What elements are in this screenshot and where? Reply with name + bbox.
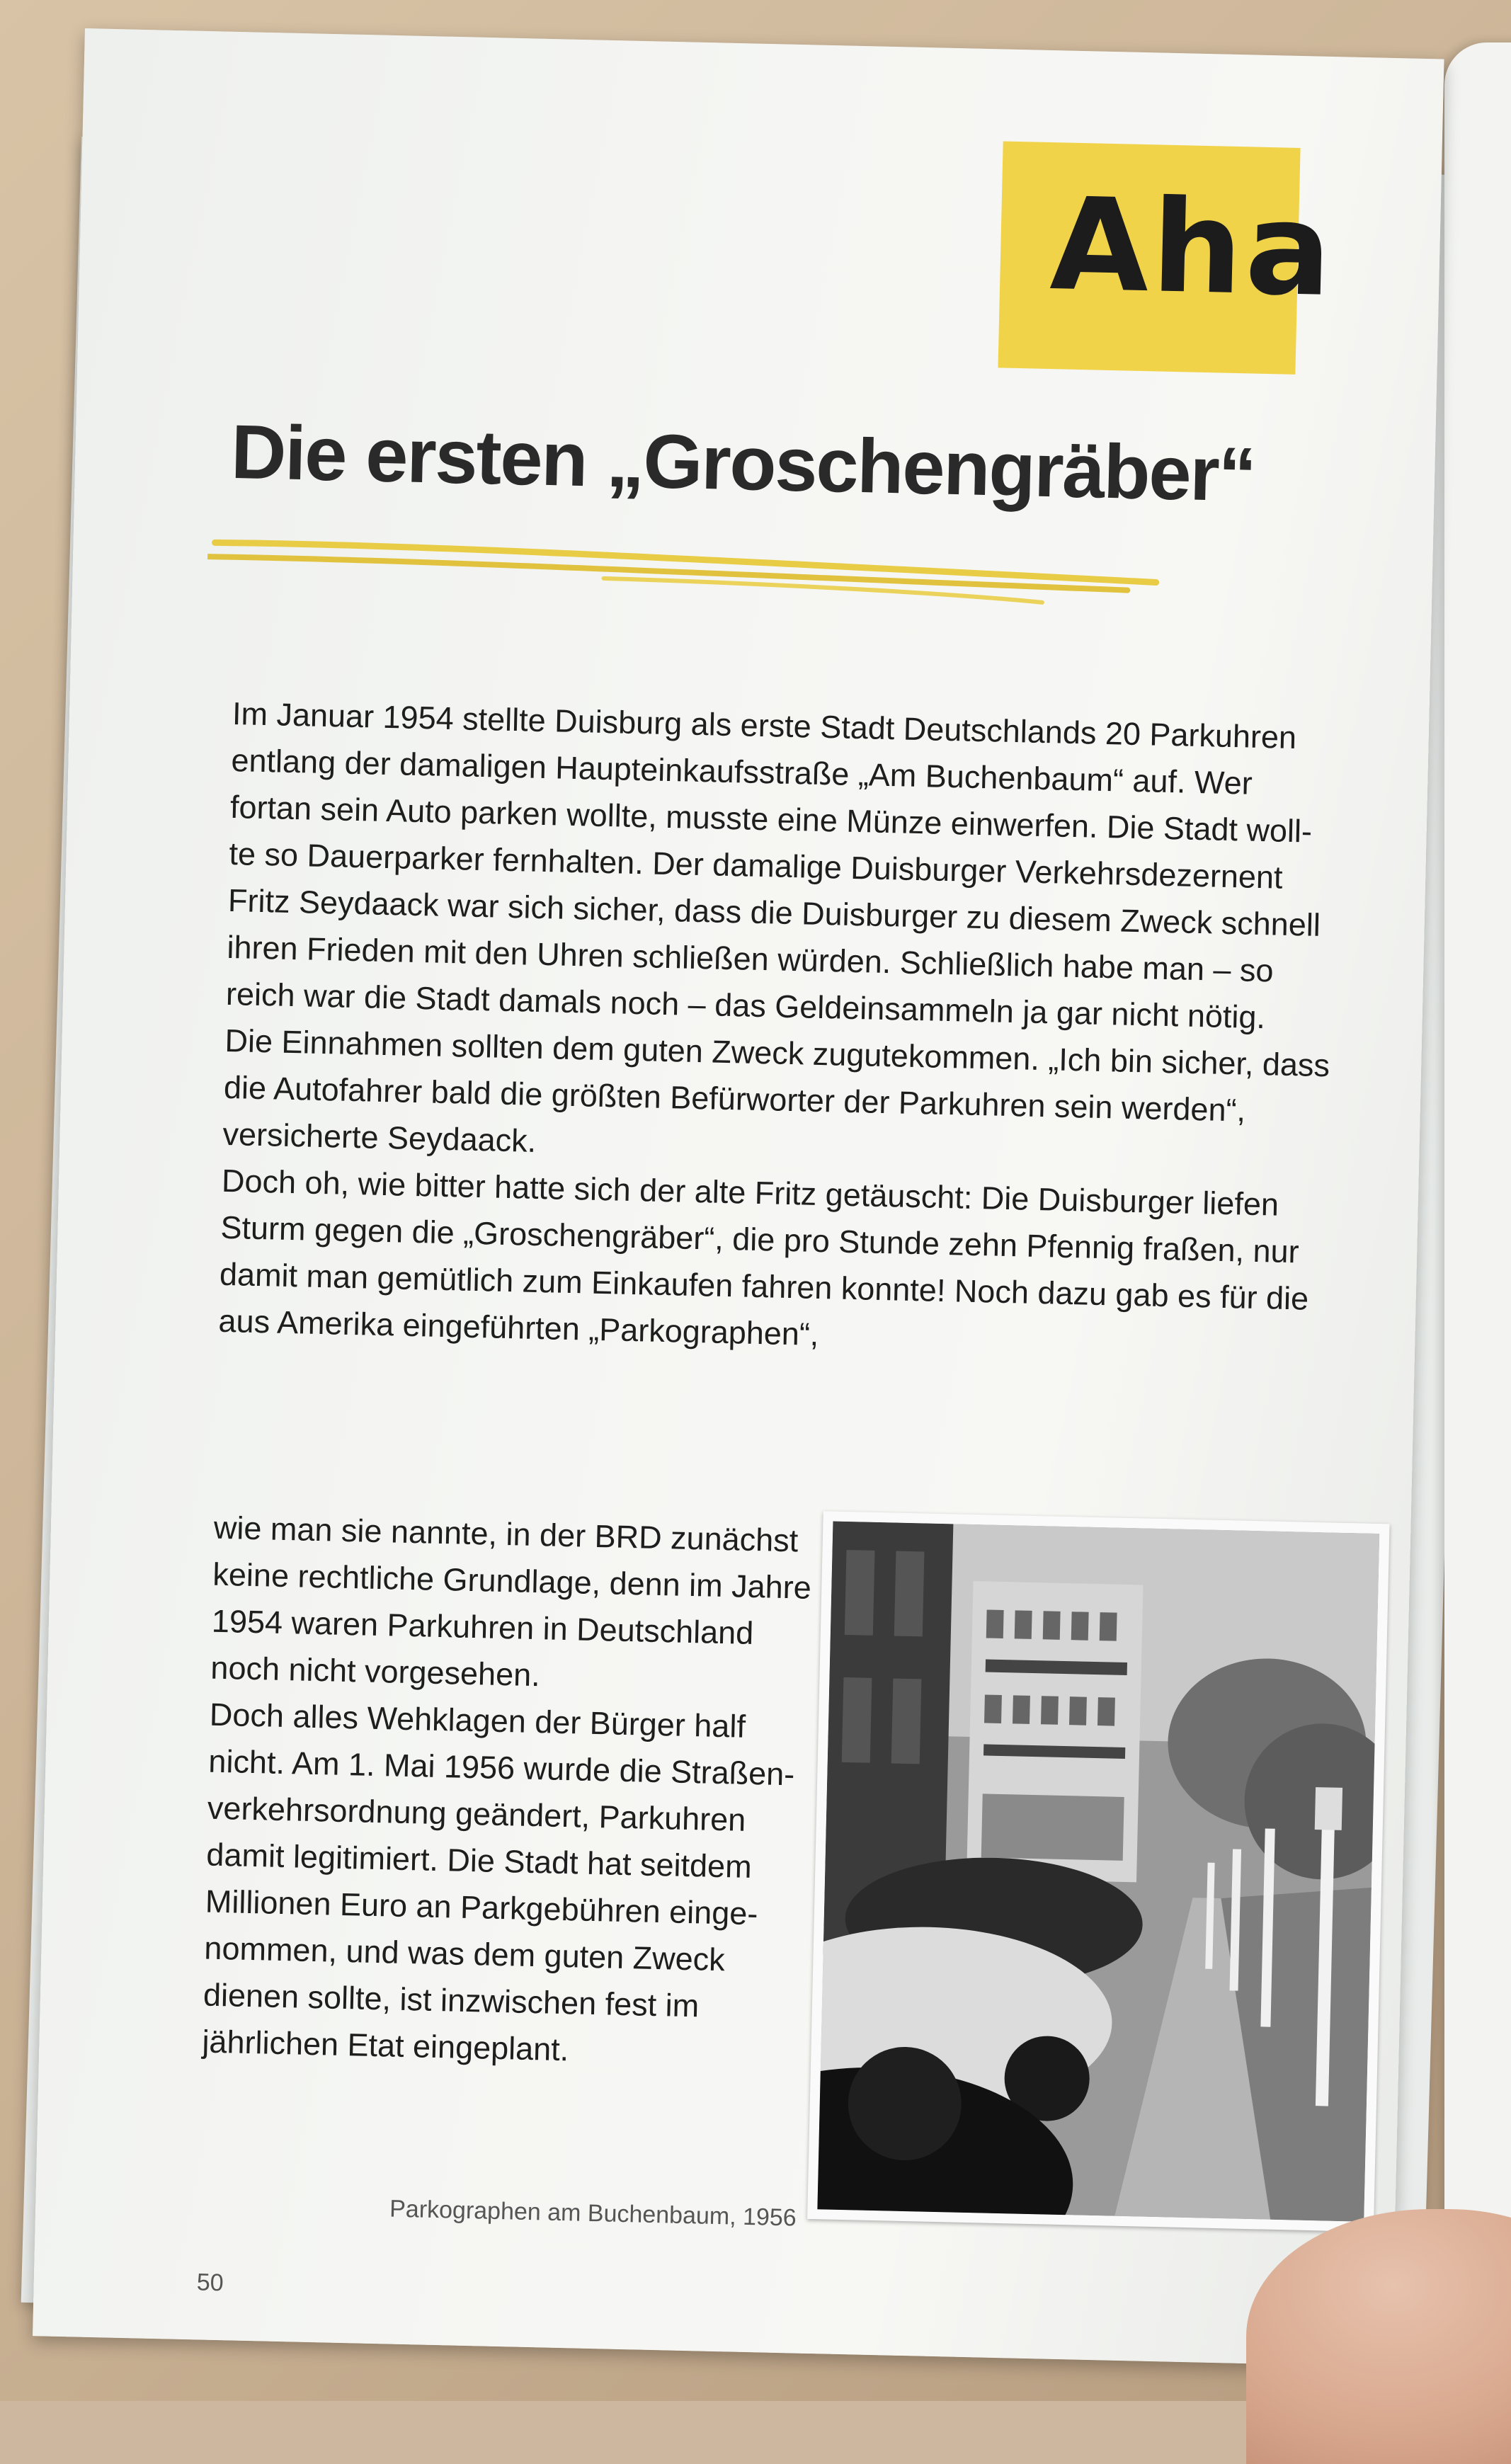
facing-page bbox=[1444, 42, 1511, 2365]
title-underline-strokes bbox=[207, 527, 1164, 612]
page-number: 50 bbox=[196, 2269, 224, 2297]
text-line: verkehrsordnung geändert, Parkuhren bbox=[207, 1789, 746, 1838]
book-page bbox=[33, 28, 1444, 2367]
text-line: versicherte Seydaack. bbox=[222, 1115, 537, 1159]
text-line: nommen, und was dem guten Zweck bbox=[203, 1929, 726, 1978]
text-line: Doch alles Wehklagen der Bürger half bbox=[209, 1696, 746, 1745]
photo-frame bbox=[807, 1511, 1389, 2232]
text-line: Fritz Seydaack war sich sicher, dass die Duisburger zu diesem Zweck schnell bbox=[227, 882, 1321, 943]
article-body-wrapped bbox=[202, 1505, 823, 2079]
text-line: ihren Frieden mit den Uhren schließen würden. Schließlich habe man – so bbox=[227, 928, 1275, 989]
text-line: dienen sollte, ist inzwischen fest im bbox=[203, 1976, 700, 2024]
text-line: Millionen Euro an Parkgebühren einge- bbox=[205, 1883, 758, 1932]
text-line: damit legitimiert. Die Stadt hat seitdem bbox=[205, 1836, 753, 1886]
text-line: nicht. Am 1. Mai 1956 wurde die Straßen- bbox=[207, 1743, 795, 1793]
text-line: aus Amerika eingeführten „Parkographen“, bbox=[218, 1302, 819, 1352]
text-line: noch nicht vorgesehen. bbox=[210, 1649, 541, 1694]
aha-badge-text: Aha bbox=[1049, 171, 1336, 326]
text-line: fortan sein Auto parken wollte, musste eine Münze einwerfen. Die Stadt woll- bbox=[229, 788, 1313, 850]
text-line: Die Einnahmen sollten dem guten Zweck zugutekommen. „Ich bin sicher, dass bbox=[224, 1022, 1330, 1084]
article-body bbox=[218, 690, 1338, 1369]
text-line: te so Dauerparker fernhalten. Der damalige Duisburger Verkehrsdezernent bbox=[229, 835, 1284, 896]
text-line: die Autofahrer bald die größten Befürworter der Parkuhren sein werden“, bbox=[223, 1068, 1246, 1129]
street-photo bbox=[817, 1522, 1379, 2222]
text-line: Sturm gegen die „Groschengräber“, die pro Stunde zehn Pfennig fraßen, nur bbox=[220, 1209, 1300, 1270]
text-line: reich war die Stadt damals noch – das Geldeinsammeln ja gar nicht nötig. bbox=[225, 975, 1266, 1036]
text-line: keine rechtliche Grundlage, denn im Jahre bbox=[212, 1556, 812, 1606]
page-title: Die ersten „Groschengräber“ bbox=[230, 408, 1257, 518]
photo-caption: Parkographen am Buchenbaum, 1956 bbox=[389, 2195, 797, 2232]
text-line: wie man sie nannte, in der BRD zunächst bbox=[213, 1509, 799, 1559]
text-line: entlang der damaligen Haupteinkaufsstraße „Am Buchenbaum“ auf. Wer bbox=[231, 741, 1253, 802]
text-line: Im Januar 1954 stellte Duisburg als erste Stadt Deutschlands 20 Parkuhren bbox=[232, 695, 1297, 756]
text-line: damit man gemütlich zum Einkaufen fahren konnte! Noch dazu gab es für die bbox=[219, 1255, 1309, 1317]
text-line: 1954 waren Parkuhren in Deutschland bbox=[211, 1602, 754, 1652]
text-line: Doch oh, wie bitter hatte sich der alte Fritz getäuscht: Die Duisburger liefen bbox=[221, 1162, 1279, 1223]
text-line: jährlichen Etat eingeplant. bbox=[201, 2023, 569, 2068]
